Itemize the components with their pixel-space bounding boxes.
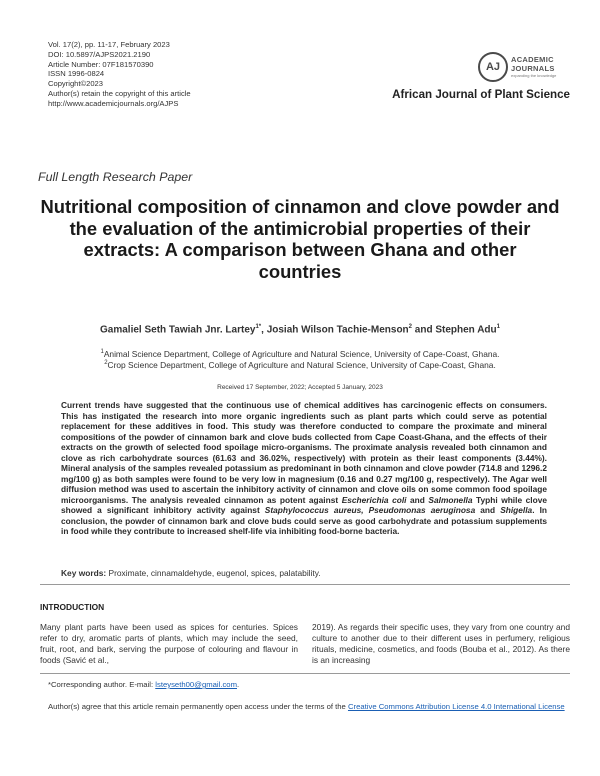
corr-end: . [237,680,240,689]
author-list [60,324,540,335]
license-link[interactable]: Creative Commons Attribution License 4.0 International License [347,702,565,711]
academic-journals-logo [478,52,570,86]
abstract [61,400,547,537]
abstract-part-2: Typhi while clove showed a significant inhibitory activity against [61,494,547,515]
affiliation-2-sup: 2 [104,360,108,367]
logo-line2: JOURNALS [511,64,555,73]
abstract-conjunction: and [406,494,429,505]
logo-tagline: expanding the knowledge [511,73,557,78]
species-shigella: Shigella [500,505,533,515]
intro-right-column: 2019). As regards their specific uses, they vary from one country and culture to another due to their different uses in perfumery, religious rituals, medicine, cosmetics, and foods (Bouba et al., 2012). As there is an increasing [312,622,570,666]
license-notice [48,702,568,713]
meta-doi: DOI: 10.5897/AJPS2021.2190 [48,49,151,59]
meta-copyright: Copyright©2023 [48,79,103,89]
abstract-part-3: . In conclusion, the powder of cinnamon bark and clove buds could serve as good carbohydrate and potassium supplements in food while they contribute to increased shelf-life via inhibiting food-borne bacteria. [61,505,547,536]
species-e-coli: Escherichia coli [341,494,407,505]
author-separator: , [261,324,267,336]
author-1-sup: 1* [255,324,262,330]
meta-issn: ISSN 1996-0824 [48,69,105,79]
intro-left-column: Many plant parts have been used as spices for centuries. Spices refer to dry, aromatic parts of plants, which may include the seed, fruit, root, and bark, serving the purpose of colouring and flavour in foods (Savić et al., [40,622,298,666]
author-separator: and [412,324,436,336]
affiliation-2 [40,360,560,370]
keywords-text: Proximate, cinnamaldehyde, eugenol, spices, palatability. [106,568,321,578]
affiliation-2-text: Crop Science Department, College of Agriculture and Natural Science, University of Cape-Coast, Ghana. [107,360,496,370]
author-3: Stephen Adu [435,324,497,336]
corresponding-author [48,680,239,689]
author-3-sup: 1 [496,324,500,330]
affiliation-1-text: Animal Science Department, College of Agriculture and Natural Science, University of Cape-Coast, Ghana. [103,349,500,359]
article-metadata [48,40,191,109]
introduction-heading: INTRODUCTION [40,602,105,612]
keywords-label: Key words: [61,568,107,578]
paper-type: Full Length Research Paper [38,170,193,184]
section-divider [40,584,570,585]
species-staph-pseudomonas: Staphylococcus aureus, Pseudomonas aeruginosa [264,505,476,515]
journal-name: African Journal of Plant Science [392,88,570,101]
abstract-part-1: Current trends have suggested that the continuous use of chemical additives has carcinogenic effects on consumers. This has instigated the research into more organic ingredients such as plant parts which could serve as potential replacement for these additives in food. This study was therefore conducted to compare the proximate and mineral compositions of the powder of cinnamon bark and clove buds collected from Cape Coast-Ghana, and the effects of their extracts on the growth of selected food spoilage micro-organisms. The proximate analysis revealed both cinnamon and clove as rich carbohydrate sources (61.63 and 36.02%, respectively) with protein as their least components (3.44%). Mineral analysis of the samples revealed potassium as predominant in both cinnamon and clove powder (714.8 and 1296.2 mg/100 g) as both samples were found to be very low in magnesium (0.16 and 0.27 mg/100 g, respectively). The Agar well diffusion method was used to ascertain the inhibitory activity of cinnamon and clove oils on some common food spoilage microorganisms. The analysis revealed cinnamon as potent against [61,400,547,505]
corr-label: *Corresponding author. E-mail: [48,680,156,689]
meta-url: http://www.academicjournals.org/AJPS [48,98,179,108]
logo-line1: ACADEMIC [511,55,554,64]
meta-rights: Author(s) retain the copyright of this article [48,88,191,98]
abstract-conjunction: and [475,505,501,515]
species-salmonella: Salmonella [428,494,473,505]
affiliation-1-sup: 1 [100,349,104,356]
logo-mark: AJ [478,52,508,82]
received-dates: Received 17 September, 2022; Accepted 5 January, 2023 [217,384,383,391]
footnote-divider [40,673,570,674]
license-text: Author(s) agree that this article remain permanently open access under the terms of the [48,702,348,711]
author-1: Gamaliel Seth Tawiah Jnr. Lartey [100,324,256,336]
author-2-sup: 2 [408,324,412,330]
affiliation-1 [40,349,560,359]
corr-email-link[interactable]: lsteyseth00@gmail.com [155,680,237,689]
author-2: Josiah Wilson Tachie-Menson [266,324,409,336]
keywords [61,568,321,578]
paper-title: Nutritional composition of cinnamon and clove powder and the evaluation of the antimicrobial properties of their extracts: A comparison between Ghana and other countries [40,196,560,282]
meta-volume: Vol. 17(2), pp. 11-17, February 2023 [48,40,170,49]
meta-article-number: Article Number: 07F181570390 [48,59,154,69]
